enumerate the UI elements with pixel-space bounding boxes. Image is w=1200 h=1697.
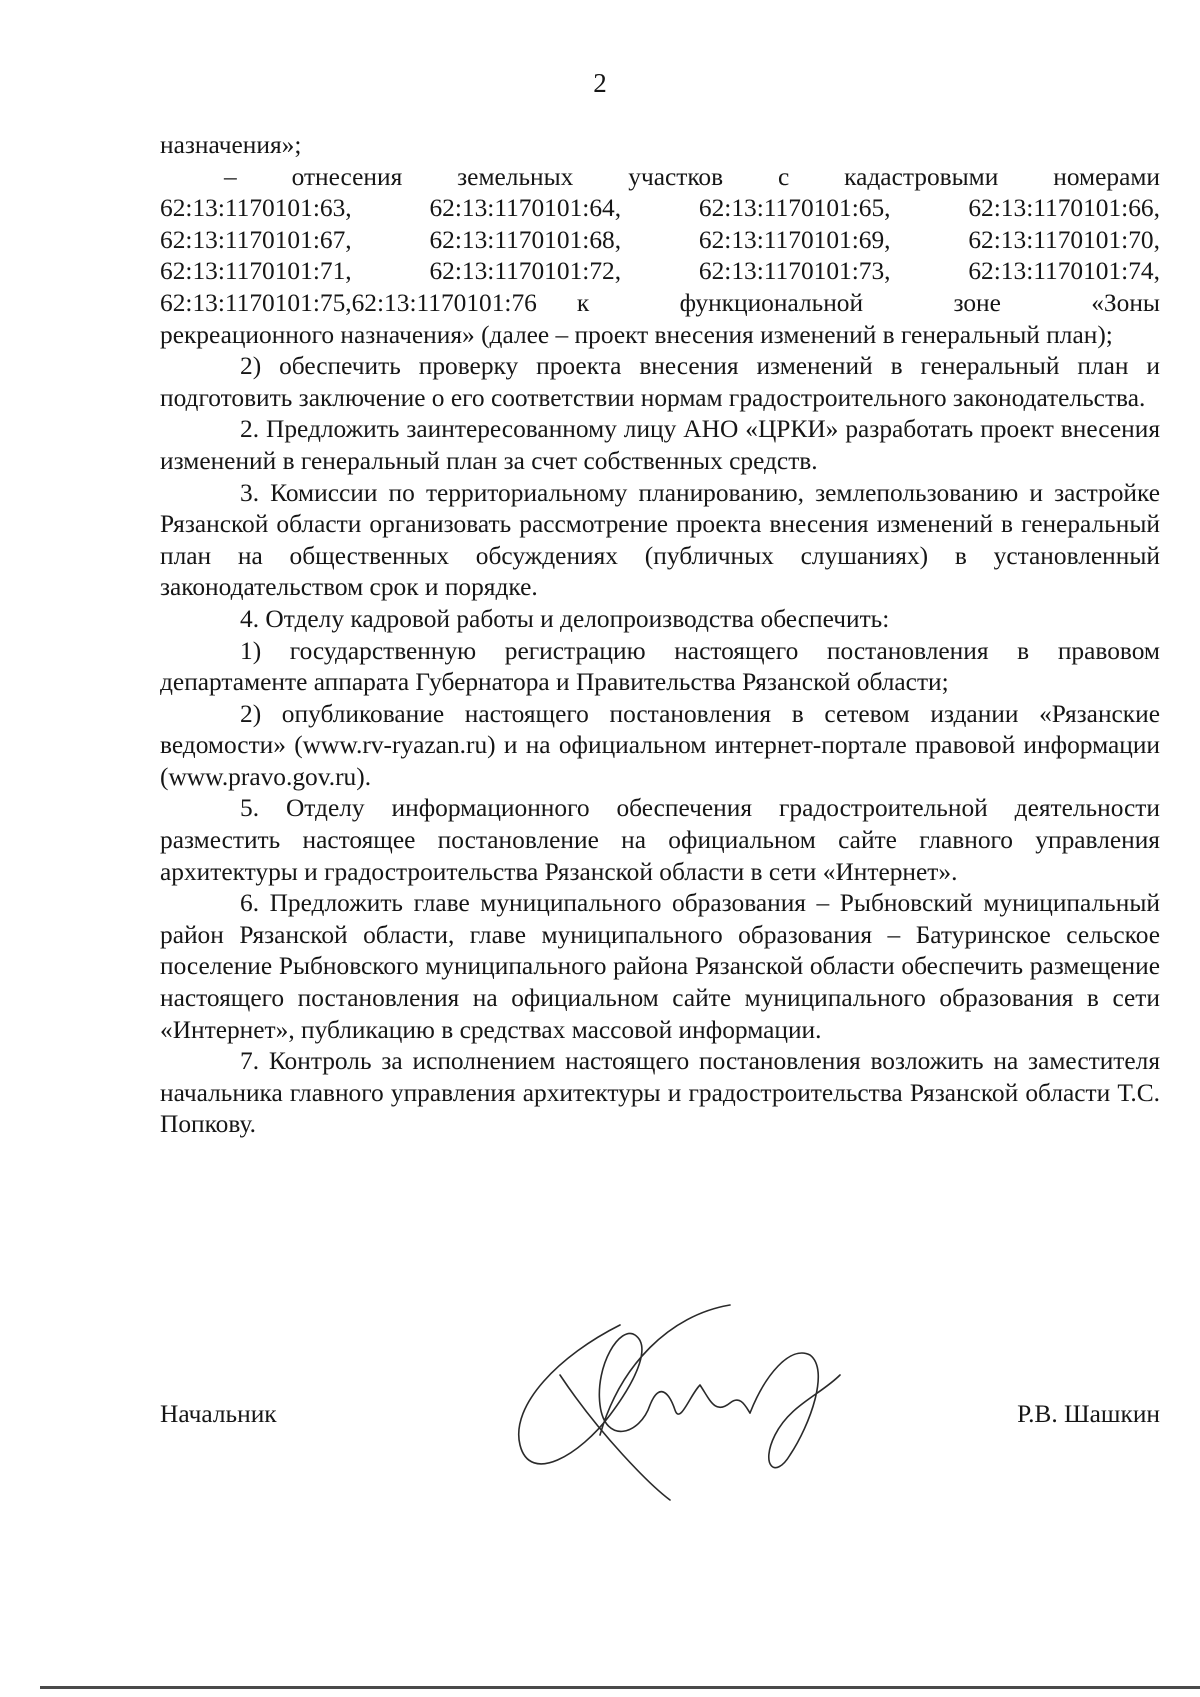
- cadastral-number: 62:13:1170101:66,: [968, 194, 1160, 223]
- page-number: 2: [593, 68, 607, 98]
- scan-edge-line: [40, 1686, 1200, 1689]
- cadastral-number: 62:13:1170101:64,: [429, 194, 622, 223]
- paragraph-continuation: назначения»;: [160, 131, 302, 159]
- cadastral-number: 62:13:1170101:67,: [160, 225, 352, 254]
- paragraph-clause-5: 5. Отделу информационного обеспечения градостроительной деятельности разместить настоящее постановление на официальном сайте главного управления архитектуры и градостроительства Рязанской области в сети «Интернет».: [160, 794, 1160, 886]
- paragraph-cadastral-lead: – отнесения земельных участков с кадастровыми номерами: [224, 162, 1160, 191]
- cadastral-number: 62:13:1170101:68,: [429, 225, 622, 254]
- paragraph-clause-7: 7. Контроль за исполнением настоящего постановления возложить на заместителя начальника главного управления архитектуры и градостроительства Рязанской области Т.С. Попкову.: [160, 1047, 1160, 1139]
- signatory-position: Начальник: [160, 1400, 277, 1428]
- cadastral-row-3: [160, 256, 1160, 288]
- cadastral-number: 62:13:1170101:74,: [968, 257, 1160, 286]
- paragraph-clause-4-item-1: 1) государственную регистрацию настоящего постановления в правовом департаменте аппарата Губернатора и Правительства Рязанской области;: [160, 636, 1160, 697]
- document-body: [160, 130, 1160, 1141]
- paragraph-clause-6: 6. Предложить главе муниципального образования – Рыбновский муниципальный район Рязанской области, главе муниципального образования – Батуринское сельское поселение Рыбновского муниципального района Рязанской области обеспечить размещение настоящего постановления на официальном сайте муниципального образования в сети «Интернет», публикацию в средствах массовой информации.: [160, 889, 1160, 1044]
- cadastral-number: 62:13:1170101:75,: [160, 288, 352, 317]
- paragraph-clause-2: 2. Предложить заинтересованному лицу АНО «ЦРКИ» разработать проект внесения изменений в генеральный план за счет собственных средств.: [160, 415, 1160, 475]
- cadastral-number: 62:13:1170101:71,: [160, 257, 352, 286]
- cadastral-row-2: [160, 225, 1160, 257]
- paragraph-clause-3: 3. Комиссии по территориальному планированию, землепользованию и застройке Рязанской области организовать рассмотрение проекта внесения изменений в генеральный план на общественных обсуждениях (публичных слушаниях) в установленный законодательством срок и порядке.: [160, 478, 1160, 602]
- paragraph-recreational-zone: рекреационного назначения» (далее – проект внесения изменений в генеральный план);: [160, 320, 1113, 349]
- cadastral-number: 62:13:1170101:70,: [968, 225, 1160, 254]
- signatory-name: Р.В. Шашкин: [1017, 1400, 1160, 1428]
- cadastral-number: 62:13:1170101:63,: [160, 194, 352, 223]
- cadastral-number: 62:13:1170101:73,: [698, 257, 891, 286]
- cadastral-tail: к функциональной зоне «Зоны: [576, 288, 1160, 317]
- cadastral-row-4: [160, 288, 1160, 320]
- paragraph-clause-4-item-2: 2) опубликование настоящего постановления в сетевом издании «Рязанские ведомости» (www.rv-ryazan.ru) и на официальном интернет-портале правовой информации (www.pravo.gov.ru).: [160, 699, 1160, 791]
- paragraph-clause-4: 4. Отделу кадровой работы и делопроизводства обеспечить:: [240, 604, 890, 633]
- cadastral-row-1: [160, 193, 1160, 225]
- signature-block: [160, 1400, 1160, 1440]
- cadastral-number: 62:13:1170101:69,: [698, 225, 891, 254]
- cadastral-number: 62:13:1170101:65,: [698, 194, 891, 223]
- cadastral-number: 62:13:1170101:76: [351, 288, 537, 317]
- cadastral-number: 62:13:1170101:72,: [429, 257, 622, 286]
- paragraph-item-2-check: 2) обеспечить проверку проекта внесения изменений в генеральный план и подготовить заключение о его соответствии нормам градостроительного законодательства.: [160, 352, 1160, 412]
